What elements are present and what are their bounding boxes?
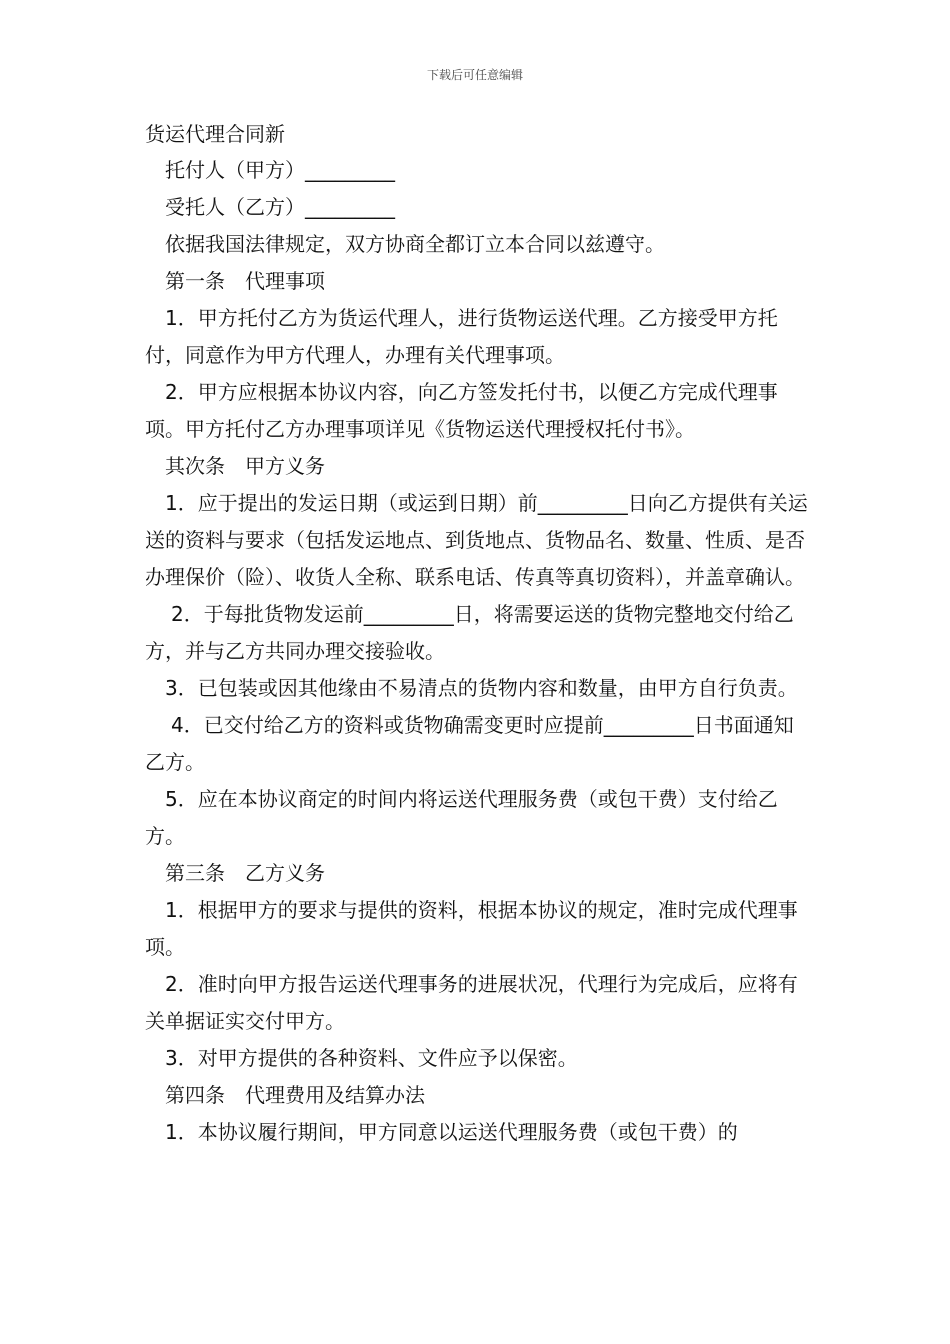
paragraph: 第一条 代理事项 [165, 269, 325, 293]
paragraph: 1．甲方托付乙方为货运代理人，进行货物运送代理。乙方接受甲方托付，同意作为甲方代理人，办理有关代理事项。 [145, 306, 778, 367]
paragraph: 受托人（乙方）_________ [165, 195, 395, 219]
paragraph: 托付人（甲方）_________ [165, 158, 395, 182]
paragraph: 2．于每批货物发运前_________日，将需要运送的货物完整地交付给乙方，并与乙方共同办理交接验收。 [145, 602, 794, 663]
paragraph: 2．甲方应根据本协议内容，向乙方签发托付书，以便乙方完成代理事项。甲方托付乙方办理事项详见《货物运送代理授权托付书》。 [145, 380, 778, 441]
document-title: 货运代理合同新 [145, 122, 285, 146]
header-note: 下载后可任意编辑 [426, 68, 523, 82]
paragraph: 3．对甲方提供的各种资料、文件应予以保密。 [165, 1046, 578, 1070]
paragraph-list [145, 152, 810, 1151]
paragraph: 依据我国法律规定，双方协商全都订立本合同以兹遵守。 [165, 232, 665, 256]
paragraph: 3．已包装或因其他缘由不易清点的货物内容和数量，由甲方自行负责。 [165, 676, 798, 700]
paragraph: 5．应在本协议商定的时间内将运送代理服务费（或包干费）支付给乙方。 [145, 787, 778, 848]
paragraph: 其次条 甲方义务 [165, 454, 325, 478]
paragraph: 4．已交付给乙方的资料或货物确需变更时应提前_________日书面通知乙方。 [145, 713, 794, 774]
paragraph: 1．应于提出的发运日期（或运到日期）前_________日向乙方提供有关运送的资料与要求（包括发运地点、到货地点、货物品名、数量、性质、是否办理保价（险）、收货人全称、联系电话、传真等真切资料），并盖章确认。 [145, 491, 808, 589]
document-body [145, 116, 810, 1151]
paragraph: 2．准时向甲方报告运送代理事务的进展状况，代理行为完成后，应将有关单据证实交付甲方。 [145, 972, 798, 1033]
paragraph: 第四条 代理费用及结算办法 [165, 1083, 425, 1107]
paragraph: 1．本协议履行期间，甲方同意以运送代理服务费（或包干费）的 [165, 1120, 738, 1144]
paragraph: 第三条 乙方义务 [165, 861, 325, 885]
paragraph: 1．根据甲方的要求与提供的资料，根据本协议的规定，准时完成代理事项。 [145, 898, 798, 959]
